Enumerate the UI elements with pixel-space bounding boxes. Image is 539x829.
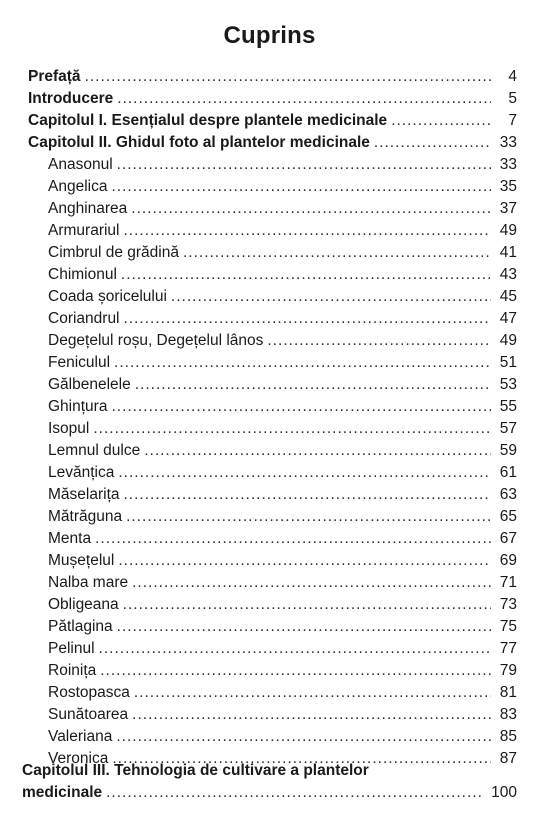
toc-page-number: 65 bbox=[499, 508, 517, 525]
dot-leader bbox=[111, 396, 491, 418]
dot-leader bbox=[85, 66, 491, 88]
dot-leader bbox=[100, 660, 491, 682]
toc-entry bbox=[28, 572, 517, 594]
toc-entry-label: Nalba mare bbox=[48, 574, 129, 591]
toc-entry bbox=[28, 396, 517, 418]
toc-page-number: 100 bbox=[491, 784, 517, 801]
toc-entry bbox=[28, 374, 517, 396]
toc-entry bbox=[28, 550, 517, 572]
toc-entry-label: Introducere bbox=[28, 90, 114, 107]
toc-entry bbox=[28, 462, 517, 484]
toc-page-number: 71 bbox=[499, 574, 517, 591]
toc-entry-label: Rostopasca bbox=[48, 684, 130, 701]
toc-entry-label: Capitolul I. Esențialul despre plantele medicinale bbox=[28, 112, 388, 129]
toc-entry-label: Gălbenelele bbox=[48, 376, 131, 393]
toc-entry bbox=[28, 176, 517, 198]
toc-page-number: 49 bbox=[499, 332, 517, 349]
toc-page-number: 4 bbox=[508, 68, 517, 85]
toc-entry-label: Capitolul III. Tehnologia de cultivare a plantelor bbox=[22, 762, 369, 779]
toc-entry bbox=[28, 440, 517, 462]
dot-leader bbox=[111, 176, 491, 198]
toc-entry-chapter-3 bbox=[22, 760, 517, 804]
dot-leader bbox=[144, 440, 491, 462]
toc-page-number: 77 bbox=[499, 640, 517, 657]
toc-page-number: 35 bbox=[499, 178, 517, 195]
toc-page-number: 37 bbox=[499, 200, 517, 217]
toc-entry-label: Sunătoarea bbox=[48, 706, 129, 723]
dot-leader bbox=[95, 528, 491, 550]
toc-entry-label: Anghinarea bbox=[48, 200, 128, 217]
toc-entry bbox=[28, 616, 517, 638]
toc-entry bbox=[28, 110, 517, 132]
dot-leader bbox=[132, 572, 491, 594]
toc-entry bbox=[28, 594, 517, 616]
toc-entry bbox=[28, 242, 517, 264]
table-of-contents bbox=[28, 66, 517, 770]
toc-page-number: 43 bbox=[499, 266, 517, 283]
toc-entry-label: Isopul bbox=[48, 420, 90, 437]
dot-leader bbox=[93, 418, 491, 440]
toc-entry bbox=[28, 682, 517, 704]
toc-page-number: 55 bbox=[499, 398, 517, 415]
toc-entry-label: Mușețelul bbox=[48, 552, 115, 569]
toc-page-number: 85 bbox=[499, 728, 517, 745]
toc-page-number: 41 bbox=[499, 244, 517, 261]
toc-page-number: 63 bbox=[499, 486, 517, 503]
dot-leader bbox=[114, 352, 491, 374]
toc-entry bbox=[28, 286, 517, 308]
toc-entry-label: Măselarița bbox=[48, 486, 120, 503]
toc-entry-row bbox=[22, 782, 517, 804]
dot-leader bbox=[117, 154, 491, 176]
toc-entry-label: Capitolul II. Ghidul foto al plantelor medicinale bbox=[28, 134, 370, 151]
toc-page-number: 67 bbox=[499, 530, 517, 547]
toc-page-number: 75 bbox=[499, 618, 517, 635]
toc-entry bbox=[28, 638, 517, 660]
toc-page-number: 79 bbox=[499, 662, 517, 679]
toc-entry bbox=[28, 88, 517, 110]
toc-entry-label: Lemnul dulce bbox=[48, 442, 141, 459]
toc-page-number: 33 bbox=[499, 134, 517, 151]
toc-page-number: 61 bbox=[499, 464, 517, 481]
dot-leader bbox=[118, 462, 491, 484]
toc-entry-label: Chimionul bbox=[48, 266, 117, 283]
toc-entry-label: Cimbrul de grădină bbox=[48, 244, 179, 261]
toc-page-number: 53 bbox=[499, 376, 517, 393]
dot-leader bbox=[106, 782, 483, 804]
dot-leader bbox=[118, 550, 491, 572]
toc-page-number: 45 bbox=[499, 288, 517, 305]
toc-page-number: 5 bbox=[508, 90, 517, 107]
toc-entry bbox=[28, 352, 517, 374]
dot-leader bbox=[99, 638, 491, 660]
toc-entry-label: Menta bbox=[48, 530, 92, 547]
toc-page-number: 81 bbox=[499, 684, 517, 701]
toc-page-number: 73 bbox=[499, 596, 517, 613]
toc-entry-label: Pătlagina bbox=[48, 618, 113, 635]
toc-page-number: 57 bbox=[499, 420, 517, 437]
dot-leader bbox=[124, 308, 491, 330]
toc-page-number: 59 bbox=[499, 442, 517, 459]
toc-entry bbox=[28, 198, 517, 220]
toc-entry-label: Feniculul bbox=[48, 354, 111, 371]
dot-leader bbox=[132, 704, 491, 726]
toc-entry bbox=[28, 308, 517, 330]
dot-leader bbox=[124, 484, 492, 506]
toc-entry-label: Armurariul bbox=[48, 222, 120, 239]
toc-entry-label: Veronica bbox=[48, 750, 109, 767]
dot-leader bbox=[134, 682, 491, 704]
dot-leader bbox=[117, 88, 491, 110]
toc-entry-label: Angelica bbox=[48, 178, 108, 195]
toc-entry-label: Valeriana bbox=[48, 728, 113, 745]
toc-entry bbox=[28, 704, 517, 726]
toc-entry-label: Prefață bbox=[28, 68, 81, 85]
toc-entry bbox=[28, 660, 517, 682]
toc-page-number: 69 bbox=[499, 552, 517, 569]
toc-entry bbox=[28, 484, 517, 506]
dot-leader bbox=[391, 110, 491, 132]
toc-entry bbox=[28, 506, 517, 528]
toc-page-number: 47 bbox=[499, 310, 517, 327]
toc-entry-label: Mătrăguna bbox=[48, 508, 123, 525]
toc-page-number: 87 bbox=[499, 750, 517, 767]
dot-leader bbox=[171, 286, 491, 308]
dot-leader bbox=[183, 242, 491, 264]
dot-leader bbox=[117, 616, 491, 638]
toc-entry bbox=[28, 66, 517, 88]
toc-entry-label: Coada șoricelului bbox=[48, 288, 167, 305]
toc-page-number: 83 bbox=[499, 706, 517, 723]
toc-entry bbox=[28, 528, 517, 550]
toc-entry-label: Pelinul bbox=[48, 640, 95, 657]
toc-entry bbox=[28, 154, 517, 176]
dot-leader bbox=[121, 264, 491, 286]
toc-page-number: 33 bbox=[499, 156, 517, 173]
toc-entry-label: Obligeana bbox=[48, 596, 119, 613]
toc-entry-label: medicinale bbox=[22, 784, 103, 801]
toc-page-number: 49 bbox=[499, 222, 517, 239]
toc-page-number: 51 bbox=[499, 354, 517, 371]
toc-page-number: 7 bbox=[508, 112, 517, 129]
dot-leader bbox=[267, 330, 491, 352]
dot-leader bbox=[374, 132, 491, 154]
toc-entry-label: Degețelul roșu, Degețelul lânos bbox=[48, 332, 264, 349]
dot-leader bbox=[131, 198, 491, 220]
dot-leader bbox=[123, 220, 491, 242]
toc-entry bbox=[28, 330, 517, 352]
toc-entry bbox=[28, 418, 517, 440]
dot-leader bbox=[123, 594, 491, 616]
toc-entry bbox=[28, 132, 517, 154]
page-title: Cuprins bbox=[223, 22, 316, 49]
toc-entry bbox=[28, 264, 517, 286]
toc-entry-label: Roinița bbox=[48, 662, 97, 679]
toc-entry-label: Ghințura bbox=[48, 398, 108, 415]
toc-entry-label: Anasonul bbox=[48, 156, 113, 173]
dot-leader bbox=[116, 726, 491, 748]
toc-entry bbox=[28, 726, 517, 748]
toc-entry-label: Levănțica bbox=[48, 464, 115, 481]
toc-entry bbox=[28, 220, 517, 242]
dot-leader bbox=[126, 506, 491, 528]
dot-leader bbox=[135, 374, 491, 396]
toc-entry-label: Coriandrul bbox=[48, 310, 120, 327]
